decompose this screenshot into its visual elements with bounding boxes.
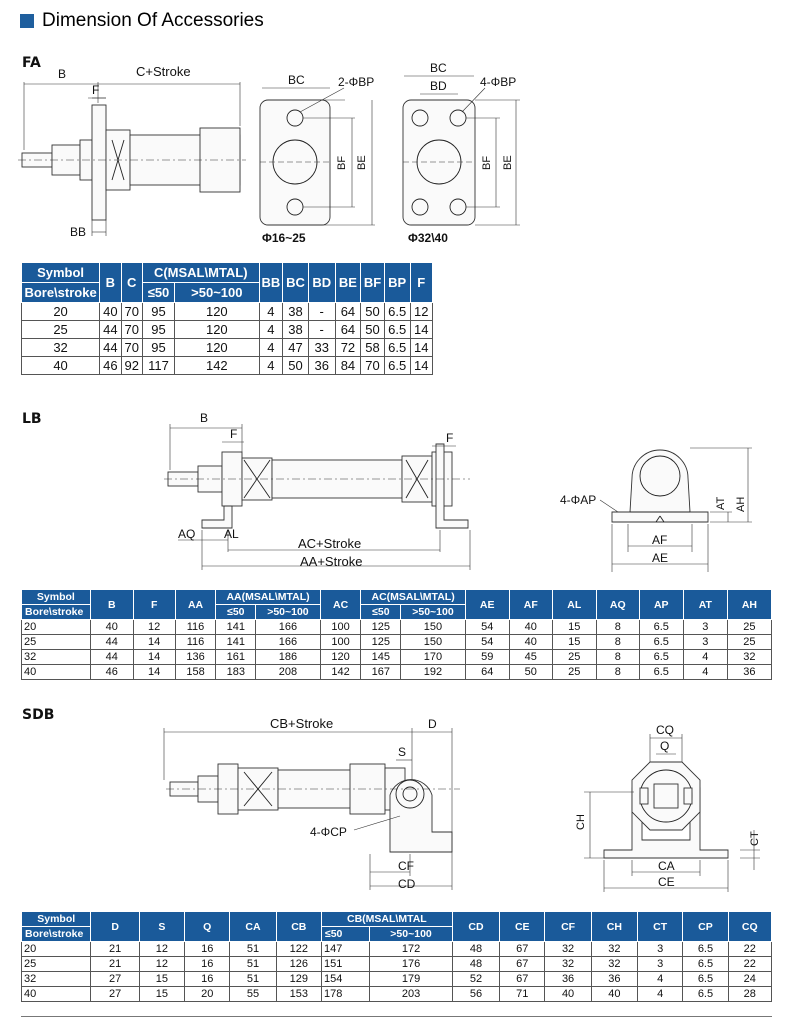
lb-th-gt50: >50~100 — [256, 605, 320, 620]
lb-spec-table — [21, 589, 772, 680]
table-cell: 44 — [90, 650, 133, 665]
table-cell: 92 — [121, 357, 142, 375]
lb-th-le50-b: ≤50 — [361, 605, 401, 620]
lb-dim-aa-stroke: AA+Stroke — [300, 554, 363, 569]
table-row — [22, 972, 772, 987]
table-cell: 4 — [259, 339, 283, 357]
sdb-th-s: S — [139, 912, 184, 942]
page-title: Dimension Of Accessories — [42, 10, 264, 31]
table-row — [22, 339, 433, 357]
fa-th-c-msal: C(MSAL\MTAL) — [142, 263, 259, 283]
table-cell: 150 — [401, 620, 465, 635]
sdb-th-cd: CD — [452, 912, 499, 942]
lb-drawing — [0, 400, 792, 580]
table-row — [22, 357, 433, 375]
table-cell: 4 — [683, 650, 727, 665]
fa-caption-16-25: Φ16~25 — [262, 231, 306, 245]
sdb-dim-4cp: 4-ΦCP — [310, 825, 347, 839]
table-cell: 15 — [552, 635, 596, 650]
table-cell: 20 — [185, 987, 230, 1002]
table-cell: 32 — [22, 650, 91, 665]
table-cell: 3 — [638, 942, 683, 957]
table-cell: 172 — [370, 942, 453, 957]
table-cell: 208 — [256, 665, 320, 680]
lb-th-aa: AA — [175, 590, 216, 620]
table-cell: 6.5 — [639, 665, 683, 680]
fa-flange-4-hole — [403, 100, 475, 225]
table-cell: 45 — [509, 650, 552, 665]
fa-th-bd: BD — [308, 263, 335, 303]
table-cell: 170 — [401, 650, 465, 665]
sdb-th-cb-msal: CB(MSAL\MTAL — [321, 912, 452, 927]
lb-th-le50: ≤50 — [216, 605, 256, 620]
sdb-dim-ca: CA — [658, 859, 675, 873]
table-cell: 4 — [683, 665, 727, 680]
lb-dim-ac-stroke: AC+Stroke — [298, 536, 362, 551]
sdb-dim-cq: CQ — [656, 723, 674, 737]
lb-dim-ah: AH — [735, 496, 747, 512]
table-cell: 122 — [276, 942, 321, 957]
table-cell: 150 — [401, 635, 465, 650]
sdb-spec-table — [21, 911, 772, 1002]
lb-th-ae: AE — [465, 590, 509, 620]
table-cell: 64 — [335, 303, 361, 321]
table-cell: 48 — [452, 957, 499, 972]
table-cell: 20 — [22, 620, 91, 635]
section-label-fa: FA — [22, 55, 41, 71]
table-cell: 8 — [596, 665, 639, 680]
table-cell: 6.5 — [639, 620, 683, 635]
table-cell: 6.5 — [639, 650, 683, 665]
table-cell: 15 — [139, 972, 184, 987]
fa-dim-2bp: 2-ΦBP — [338, 75, 375, 89]
table-cell: 3 — [638, 957, 683, 972]
table-cell: 176 — [370, 957, 453, 972]
table-cell: 25 — [22, 321, 100, 339]
table-cell: 44 — [100, 321, 121, 339]
table-cell: 25 — [22, 635, 91, 650]
table-row — [22, 620, 772, 635]
fa-side-view — [18, 105, 246, 220]
table-cell: 36 — [727, 665, 771, 680]
table-cell: 50 — [361, 303, 385, 321]
table-cell: 141 — [216, 620, 256, 635]
table-cell: 6.5 — [683, 987, 728, 1002]
table-cell: 54 — [465, 620, 509, 635]
fa-th-f: F — [410, 263, 433, 303]
table-cell: 95 — [142, 321, 174, 339]
table-row — [22, 957, 772, 972]
fa-caption-32-40: Φ32\40 — [408, 231, 448, 245]
table-cell: 6.5 — [384, 303, 410, 321]
table-cell: 125 — [361, 620, 401, 635]
table-cell: 3 — [683, 635, 727, 650]
table-cell: 12 — [133, 620, 175, 635]
table-cell: 36 — [545, 972, 591, 987]
table-cell: 54 — [465, 635, 509, 650]
table-cell: 145 — [361, 650, 401, 665]
fa-dim-4bp: 4-ΦBP — [480, 75, 517, 89]
table-cell: 12 — [139, 957, 184, 972]
table-cell: 161 — [216, 650, 256, 665]
table-cell: 40 — [100, 303, 121, 321]
fa-dim-be-1: BE — [356, 155, 368, 170]
table-cell: 12 — [410, 303, 433, 321]
lb-th-at: AT — [683, 590, 727, 620]
table-cell: 142 — [175, 357, 260, 375]
table-cell: 25 — [727, 635, 771, 650]
table-cell: 55 — [230, 987, 276, 1002]
table-cell: 21 — [91, 957, 139, 972]
table-cell: 166 — [256, 620, 320, 635]
table-cell: 8 — [596, 650, 639, 665]
lb-th-bore: Bore\stroke — [22, 605, 91, 620]
table-cell: 32 — [591, 942, 637, 957]
fa-th-bp: BP — [384, 263, 410, 303]
table-cell: 70 — [121, 303, 142, 321]
table-cell: 22 — [728, 942, 771, 957]
sdb-th-ce: CE — [500, 912, 545, 942]
table-cell: 47 — [283, 339, 309, 357]
sdb-th-q: Q — [185, 912, 230, 942]
lb-th-al: AL — [552, 590, 596, 620]
table-cell: 129 — [276, 972, 321, 987]
table-cell: 120 — [175, 339, 260, 357]
table-cell: 16 — [185, 942, 230, 957]
table-cell: 151 — [321, 957, 369, 972]
lb-dim-4ap: 4-ΦAP — [560, 493, 597, 507]
table-cell: 32 — [591, 957, 637, 972]
fa-dim-f: F — [92, 83, 100, 97]
table-cell: 32 — [22, 339, 100, 357]
table-cell: 36 — [591, 972, 637, 987]
section-label-sdb: SDB — [22, 707, 55, 723]
table-cell: 120 — [175, 303, 260, 321]
table-cell: 40 — [22, 665, 91, 680]
fa-dim-bb: BB — [70, 225, 87, 239]
lb-dim-af: AF — [652, 533, 668, 547]
table-cell: 32 — [727, 650, 771, 665]
table-cell: 70 — [121, 339, 142, 357]
table-cell: 120 — [320, 650, 361, 665]
table-cell: 52 — [452, 972, 499, 987]
table-cell: 32 — [545, 957, 591, 972]
table-cell: 25 — [552, 650, 596, 665]
table-cell: 8 — [596, 620, 639, 635]
table-cell: 179 — [370, 972, 453, 987]
fa-th-be: BE — [335, 263, 361, 303]
lb-th-af: AF — [509, 590, 552, 620]
lb-dim-aq: AQ — [178, 527, 196, 541]
lb-th-gt50-b: >50~100 — [401, 605, 465, 620]
table-cell: 40 — [509, 620, 552, 635]
fa-th-gt50: >50~100 — [175, 283, 260, 303]
table-cell: 116 — [175, 635, 216, 650]
sdb-dim-cd: CD — [398, 877, 416, 891]
fa-dim-bd-2: BD — [430, 79, 447, 93]
lb-dim-al: AL — [224, 527, 239, 541]
lb-th-symbol: Symbol — [22, 590, 91, 605]
table-cell: 186 — [256, 650, 320, 665]
table-cell: 67 — [500, 972, 545, 987]
table-cell: 153 — [276, 987, 321, 1002]
table-cell: - — [308, 303, 335, 321]
table-cell: 24 — [728, 972, 771, 987]
table-cell: 192 — [401, 665, 465, 680]
sdb-th-cf: CF — [545, 912, 591, 942]
table-cell: 142 — [320, 665, 361, 680]
table-cell: 6.5 — [683, 942, 728, 957]
table-cell: 44 — [90, 635, 133, 650]
table-cell: 67 — [500, 957, 545, 972]
table-cell: - — [308, 321, 335, 339]
fa-dim-bf-1: BF — [336, 155, 348, 170]
table-cell: 48 — [452, 942, 499, 957]
table-cell: 158 — [175, 665, 216, 680]
fa-th-symbol: Symbol — [22, 263, 100, 283]
table-cell: 116 — [175, 620, 216, 635]
lb-th-aa-msal: AA(MSAL\MTAL) — [216, 590, 320, 605]
table-cell: 40 — [545, 987, 591, 1002]
lb-th-ac-msal: AC(MSAL\MTAL) — [361, 590, 465, 605]
table-cell: 167 — [361, 665, 401, 680]
table-row — [22, 635, 772, 650]
table-cell: 25 — [22, 957, 91, 972]
table-cell: 14 — [410, 339, 433, 357]
table-cell: 58 — [361, 339, 385, 357]
lb-side-view — [164, 444, 470, 528]
table-cell: 117 — [142, 357, 174, 375]
table-cell: 14 — [133, 650, 175, 665]
fa-dim-b: B — [58, 67, 67, 81]
table-cell: 4 — [259, 357, 283, 375]
lb-th-ah: AH — [727, 590, 771, 620]
table-cell: 6.5 — [683, 957, 728, 972]
table-cell: 64 — [335, 321, 361, 339]
sdb-dim-ch: CH — [575, 814, 587, 830]
sdb-dim-cb-stroke: CB+Stroke — [270, 716, 334, 731]
table-cell: 27 — [91, 987, 139, 1002]
fa-th-bc: BC — [283, 263, 309, 303]
sdb-drawing — [0, 700, 792, 900]
sdb-th-ch: CH — [591, 912, 637, 942]
fa-th-bore: Bore\stroke — [22, 283, 100, 303]
table-cell: 56 — [452, 987, 499, 1002]
fa-th-b: B — [100, 263, 121, 303]
table-cell: 100 — [320, 635, 361, 650]
table-cell: 4 — [638, 972, 683, 987]
table-cell: 141 — [216, 635, 256, 650]
table-cell: 40 — [591, 987, 637, 1002]
fa-flange-2-hole — [260, 100, 330, 225]
fa-drawing — [0, 0, 792, 260]
sdb-dim-d: D — [428, 717, 437, 731]
table-cell: 32 — [545, 942, 591, 957]
sdb-th-bore: Bore\stroke — [22, 927, 91, 942]
table-cell: 40 — [22, 357, 100, 375]
table-cell: 50 — [509, 665, 552, 680]
sdb-end-view — [604, 762, 728, 858]
table-cell: 95 — [142, 303, 174, 321]
table-cell: 14 — [410, 357, 433, 375]
table-cell: 120 — [175, 321, 260, 339]
fa-th-bf: BF — [361, 263, 385, 303]
sdb-th-cb: CB — [276, 912, 321, 942]
lb-dim-at: AT — [715, 496, 727, 510]
table-cell: 147 — [321, 942, 369, 957]
lb-dim-ae: AE — [652, 551, 669, 565]
table-row — [22, 321, 433, 339]
table-cell: 21 — [91, 942, 139, 957]
table-cell: 15 — [139, 987, 184, 1002]
lb-th-aq: AQ — [596, 590, 639, 620]
sdb-th-le50: ≤50 — [321, 927, 369, 942]
table-cell: 32 — [22, 972, 91, 987]
table-cell: 8 — [596, 635, 639, 650]
section-label-lb: LB — [22, 411, 42, 427]
table-cell: 71 — [500, 987, 545, 1002]
sdb-dim-ct: CT — [749, 831, 761, 846]
fa-th-c: C — [121, 263, 142, 303]
footer-divider — [21, 1016, 772, 1017]
table-cell: 33 — [308, 339, 335, 357]
table-cell: 36 — [308, 357, 335, 375]
table-cell: 6.5 — [683, 972, 728, 987]
table-cell: 6.5 — [384, 321, 410, 339]
sdb-th-d: D — [91, 912, 139, 942]
table-cell: 16 — [185, 972, 230, 987]
table-cell: 38 — [283, 321, 309, 339]
table-cell: 40 — [22, 987, 91, 1002]
sdb-dim-q: Q — [660, 739, 670, 753]
fa-dim-bc-2: BC — [430, 61, 447, 75]
table-cell: 12 — [139, 942, 184, 957]
table-cell: 183 — [216, 665, 256, 680]
lb-end-view — [612, 450, 708, 522]
sdb-th-cq: CQ — [728, 912, 771, 942]
fa-spec-table — [21, 262, 433, 375]
sdb-th-ca: CA — [230, 912, 276, 942]
fa-dim-bf-2: BF — [481, 155, 493, 170]
table-cell: 14 — [133, 665, 175, 680]
table-cell: 4 — [259, 321, 283, 339]
table-cell: 38 — [283, 303, 309, 321]
table-cell: 46 — [100, 357, 121, 375]
table-cell: 203 — [370, 987, 453, 1002]
fa-th-bb: BB — [259, 263, 283, 303]
sdb-th-gt50: >50~100 — [370, 927, 453, 942]
table-cell: 67 — [500, 942, 545, 957]
table-cell: 40 — [509, 635, 552, 650]
table-row — [22, 303, 433, 321]
table-cell: 50 — [283, 357, 309, 375]
sdb-th-cp: CP — [683, 912, 728, 942]
fa-dim-c-stroke: C+Stroke — [136, 64, 191, 79]
table-cell: 72 — [335, 339, 361, 357]
table-cell: 51 — [230, 942, 276, 957]
table-cell: 46 — [90, 665, 133, 680]
sdb-dim-s: S — [398, 745, 407, 759]
table-cell: 28 — [728, 987, 771, 1002]
table-cell: 95 — [142, 339, 174, 357]
table-cell: 51 — [230, 972, 276, 987]
table-cell: 44 — [100, 339, 121, 357]
table-cell: 154 — [321, 972, 369, 987]
lb-th-ac: AC — [320, 590, 361, 620]
sdb-th-ct: CT — [638, 912, 683, 942]
table-cell: 166 — [256, 635, 320, 650]
table-cell: 84 — [335, 357, 361, 375]
table-cell: 20 — [22, 303, 100, 321]
table-cell: 14 — [410, 321, 433, 339]
lb-th-ap: AP — [639, 590, 683, 620]
lb-th-b: B — [90, 590, 133, 620]
sdb-dim-cf: CF — [398, 859, 414, 873]
lb-dim-b: B — [200, 411, 209, 425]
table-cell: 16 — [185, 957, 230, 972]
table-row — [22, 942, 772, 957]
lb-dim-f-2: F — [446, 431, 454, 445]
lb-dim-f-1: F — [230, 427, 238, 441]
fa-dim-bc-1: BC — [288, 73, 305, 87]
table-cell: 100 — [320, 620, 361, 635]
table-cell: 25 — [552, 665, 596, 680]
table-cell: 15 — [552, 620, 596, 635]
fa-th-le50: ≤50 — [142, 283, 174, 303]
table-cell: 136 — [175, 650, 216, 665]
table-cell: 40 — [90, 620, 133, 635]
table-cell: 59 — [465, 650, 509, 665]
table-cell: 4 — [638, 987, 683, 1002]
table-cell: 178 — [321, 987, 369, 1002]
table-cell: 3 — [683, 620, 727, 635]
sdb-dim-ce: CE — [658, 875, 675, 889]
table-cell: 125 — [361, 635, 401, 650]
table-row — [22, 650, 772, 665]
table-cell: 6.5 — [639, 635, 683, 650]
table-cell: 126 — [276, 957, 321, 972]
table-cell: 51 — [230, 957, 276, 972]
table-cell: 4 — [259, 303, 283, 321]
sdb-th-symbol: Symbol — [22, 912, 91, 927]
table-cell: 6.5 — [384, 339, 410, 357]
table-cell: 70 — [121, 321, 142, 339]
table-cell: 20 — [22, 942, 91, 957]
table-cell: 27 — [91, 972, 139, 987]
table-row — [22, 665, 772, 680]
table-row — [22, 987, 772, 1002]
table-cell: 14 — [133, 635, 175, 650]
table-cell: 64 — [465, 665, 509, 680]
fa-dim-be-2: BE — [502, 155, 514, 170]
table-cell: 6.5 — [384, 357, 410, 375]
table-cell: 50 — [361, 321, 385, 339]
table-cell: 25 — [727, 620, 771, 635]
lb-th-f: F — [133, 590, 175, 620]
table-cell: 22 — [728, 957, 771, 972]
table-cell: 70 — [361, 357, 385, 375]
